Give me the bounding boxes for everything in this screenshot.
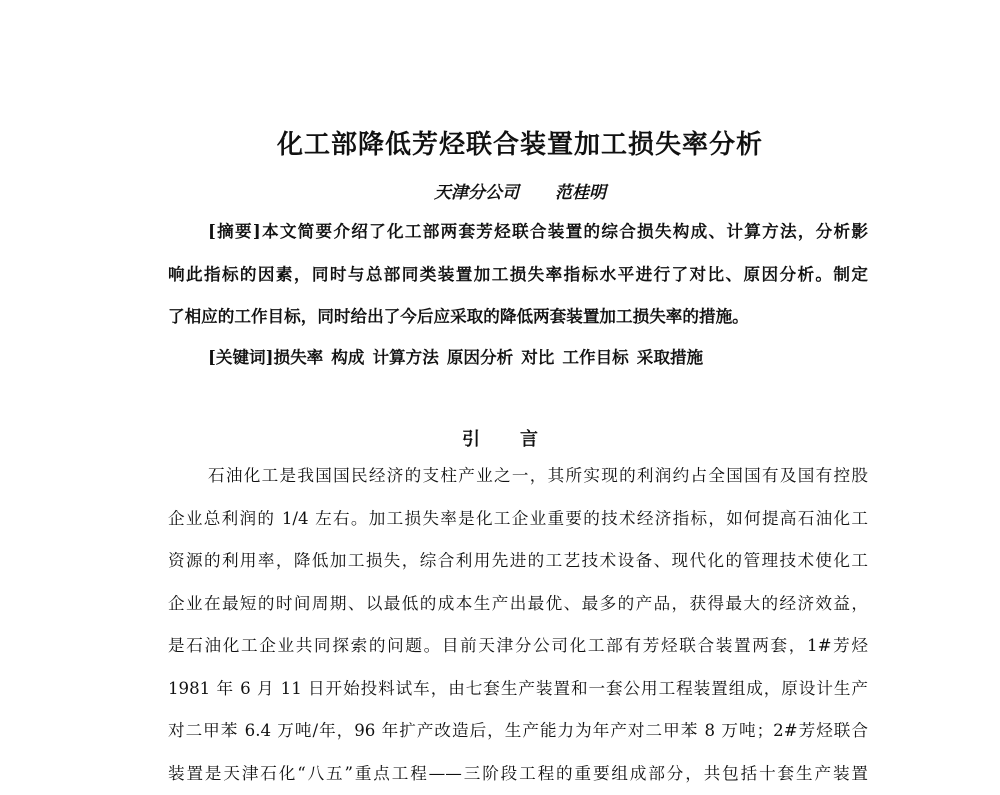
abstract-line: [摘要]本文简要介绍了化工部两套芳烃联合装置的综合损失构成、计算方法，分析影 [168,210,868,253]
author-affiliation: 天津分公司 [434,183,519,203]
author-line [0,178,1000,203]
page-title: 化工部降低芳烃联合装置加工损失率分析 [0,124,1000,161]
abstract [168,210,868,338]
keywords [208,336,711,378]
keyword: 采取措施 [637,347,703,367]
body-line: 企业在最短的时间周期、以最低的成本生产出最优、最多的产品，获得最大的经济效益， [168,583,868,626]
body-line: 装置是天津石化“八五”重点工程——三阶段工程的重要组成部分，共包括十套生产装置 [168,753,868,795]
body-line: 对二甲苯 6.4 万吨/年，96 年扩产改造后，生产能力为年产对二甲苯 8 万吨；2#芳烃联合 [168,710,868,753]
body-line: 企业总利润的 1/4 左右。加工损失率是化工企业重要的技术经济指标，如何提高石油化工 [168,498,868,541]
keyword: 计算方法 [372,347,438,367]
body-line: 石油化工是我国国民经济的支柱产业之一，其所实现的利润约占全国国有及国有控股 [168,455,868,498]
keyword: 构成 [331,347,364,367]
body-line: 1981 年 6 月 11 日开始投料试车，由七套生产装置和一套公用工程装置组成，原设计生产 [168,668,868,711]
keyword: 原因分析 [447,347,513,367]
body-text [168,455,868,795]
section-heading: 引言 [0,425,1000,451]
keyword: 对比 [521,347,554,367]
author-name: 范桂明 [555,183,606,203]
abstract-line: 了相应的工作目标，同时给出了今后应采取的降低两套装置加工损失率的措施。 [168,295,868,338]
body-line: 是石油化工企业共同探索的问题。目前天津分公司化工部有芳烃联合装置两套，1#芳烃 [168,625,868,668]
body-line: 资源的利用率，降低加工损失，综合利用先进的工艺技术设备、现代化的管理技术使化工 [168,540,868,583]
keyword: 损失率 [273,347,323,367]
keywords-label: [关键词] [208,347,273,367]
keyword: 工作目标 [562,347,628,367]
abstract-line: 响此指标的因素，同时与总部同类装置加工损失率指标水平进行了对比、原因分析。制定 [168,253,868,296]
